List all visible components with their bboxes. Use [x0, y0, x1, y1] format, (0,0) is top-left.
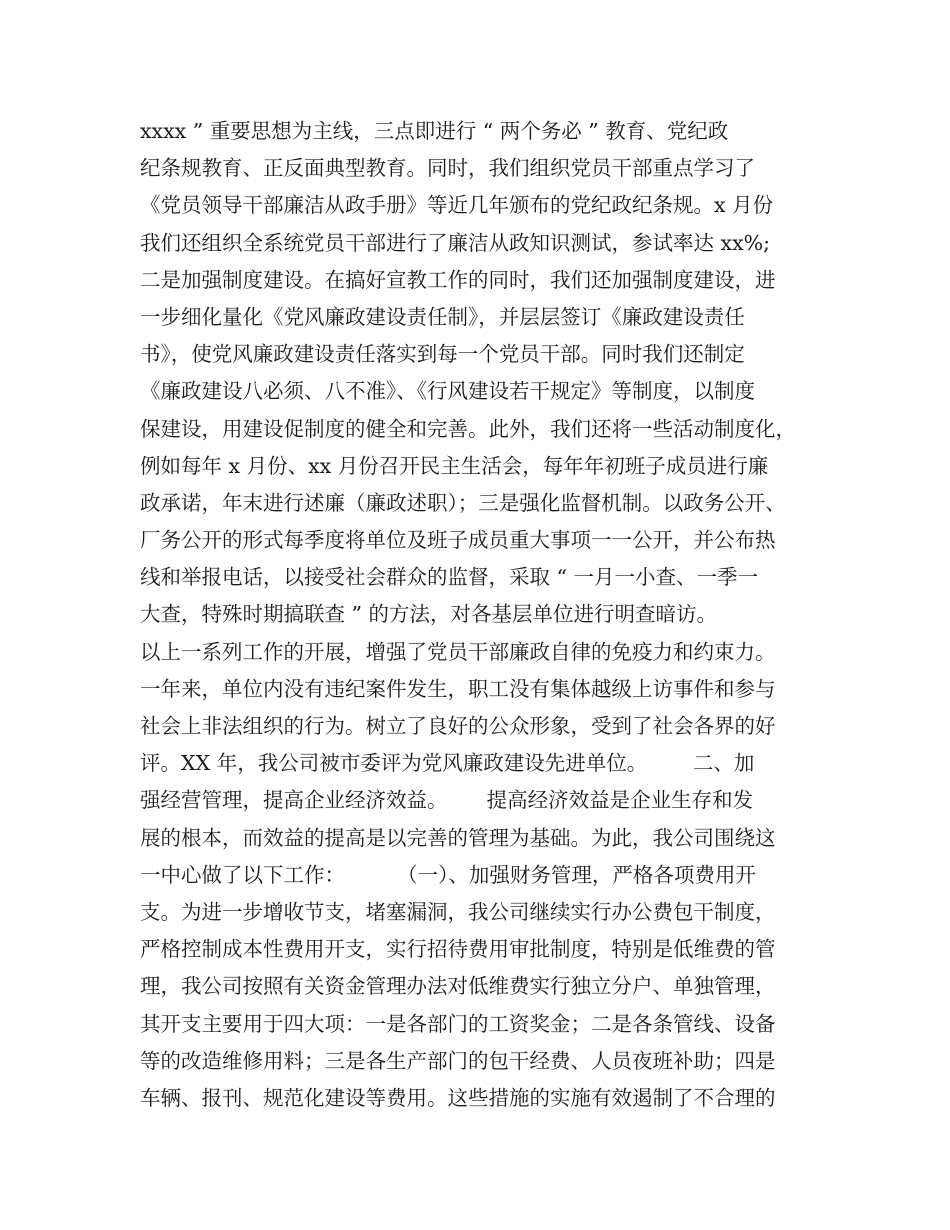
text-line: 理，我公司按照有关资金管理办法对低维费实行独立分户、单独管理，: [140, 974, 776, 999]
text-line: 以上一系列工作的开展，增强了党员干部廉政自律的免疫力和约束力。: [140, 639, 776, 664]
text-line: 一中心做了以下工作： （一）、加强财务管理，严格各项费用开: [140, 862, 756, 887]
text-line: 书》，使党风廉政建设责任落实到每一个党员干部。同时我们还制定: [140, 342, 745, 367]
text-line: 线和举报电话，以接受社会群众的监督，采取 “ 一月一小查、一季一: [140, 565, 759, 590]
text-line: 严格控制成本性费用开支，实行招待费用审批制度，特别是低维费的管: [140, 937, 776, 962]
text-line: 厂务公开的形式每季度将单位及班子成员重大事项一一公开，并公布热: [140, 528, 776, 553]
text-line: 例如每年 x 月份、xx 月份召开民主生活会，每年年初班子成员进行廉: [140, 453, 769, 478]
text-line: 评。XX 年，我公司被市委评为党风廉政建设先进单位。 二、加: [140, 751, 755, 776]
body-text: [140, 113, 830, 1117]
text-line: 其开支主要用于四大项：一是各部门的工资奖金；二是各条管线、设备: [140, 1011, 776, 1036]
text-line: 强经营管理，提高企业经济效益。 提高经济效益是企业生存和发: [140, 788, 754, 813]
text-line: 大查，特殊时期搞联查 ” 的方法，对各基层单位进行明查暗访。: [140, 602, 718, 627]
text-line: 保建设，用建设促制度的健全和完善。此外，我们还将一些活动制度化，: [140, 416, 796, 441]
text-line: 支。为进一步增收节支，堵塞漏洞，我公司继续实行办公费包干制度，: [140, 899, 776, 924]
text-line: 一年来，单位内没有违纪案件发生，职工没有集体越级上访事件和参与: [140, 676, 776, 701]
text-line: 我们还组织全系统党员干部进行了廉洁从政知识测试，参试率达 xx%;: [140, 230, 771, 255]
text-line: 一步细化量化《党风廉政建设责任制》，并层层签订《廉政建设责任: [140, 304, 745, 329]
text-line: 《廉政建设八必须、八不准》、《行风建设若干规定》等制度，以制度: [140, 379, 755, 404]
text-line: 社会上非法组织的行为。树立了良好的公众形象，受到了社会各界的好: [140, 714, 776, 738]
text-line: 二是加强制度建设。在搞好宣教工作的同时，我们还加强制度建设，进: [140, 267, 776, 292]
text-line: 纪条规教育、正反面典型教育。同时，我们组织党员干部重点学习了: [140, 156, 755, 181]
text-line: xxxx ” 重要思想为主线，三点即进行 “ 两个务必 ” 教育、党纪政: [140, 119, 729, 143]
text-line: 展的根本，而效益的提高是以完善的管理为基础。为此，我公司围绕这: [140, 825, 776, 850]
text-line: 等的改造维修用料；三是各生产部门的包干经费、人员夜班补助；四是: [140, 1048, 776, 1073]
text-line: 政承诺，年末进行述廉（廉政述职）；三是强化监督机制。以政务公开、: [140, 490, 786, 515]
text-line: 车辆、报刊、规范化建设等费用。这些措施的实施有效遏制了不合理的: [140, 1085, 776, 1110]
text-line: 《党员领导干部廉洁从政手册》等近几年颁布的党纪政纪条规。x 月份: [140, 193, 774, 218]
